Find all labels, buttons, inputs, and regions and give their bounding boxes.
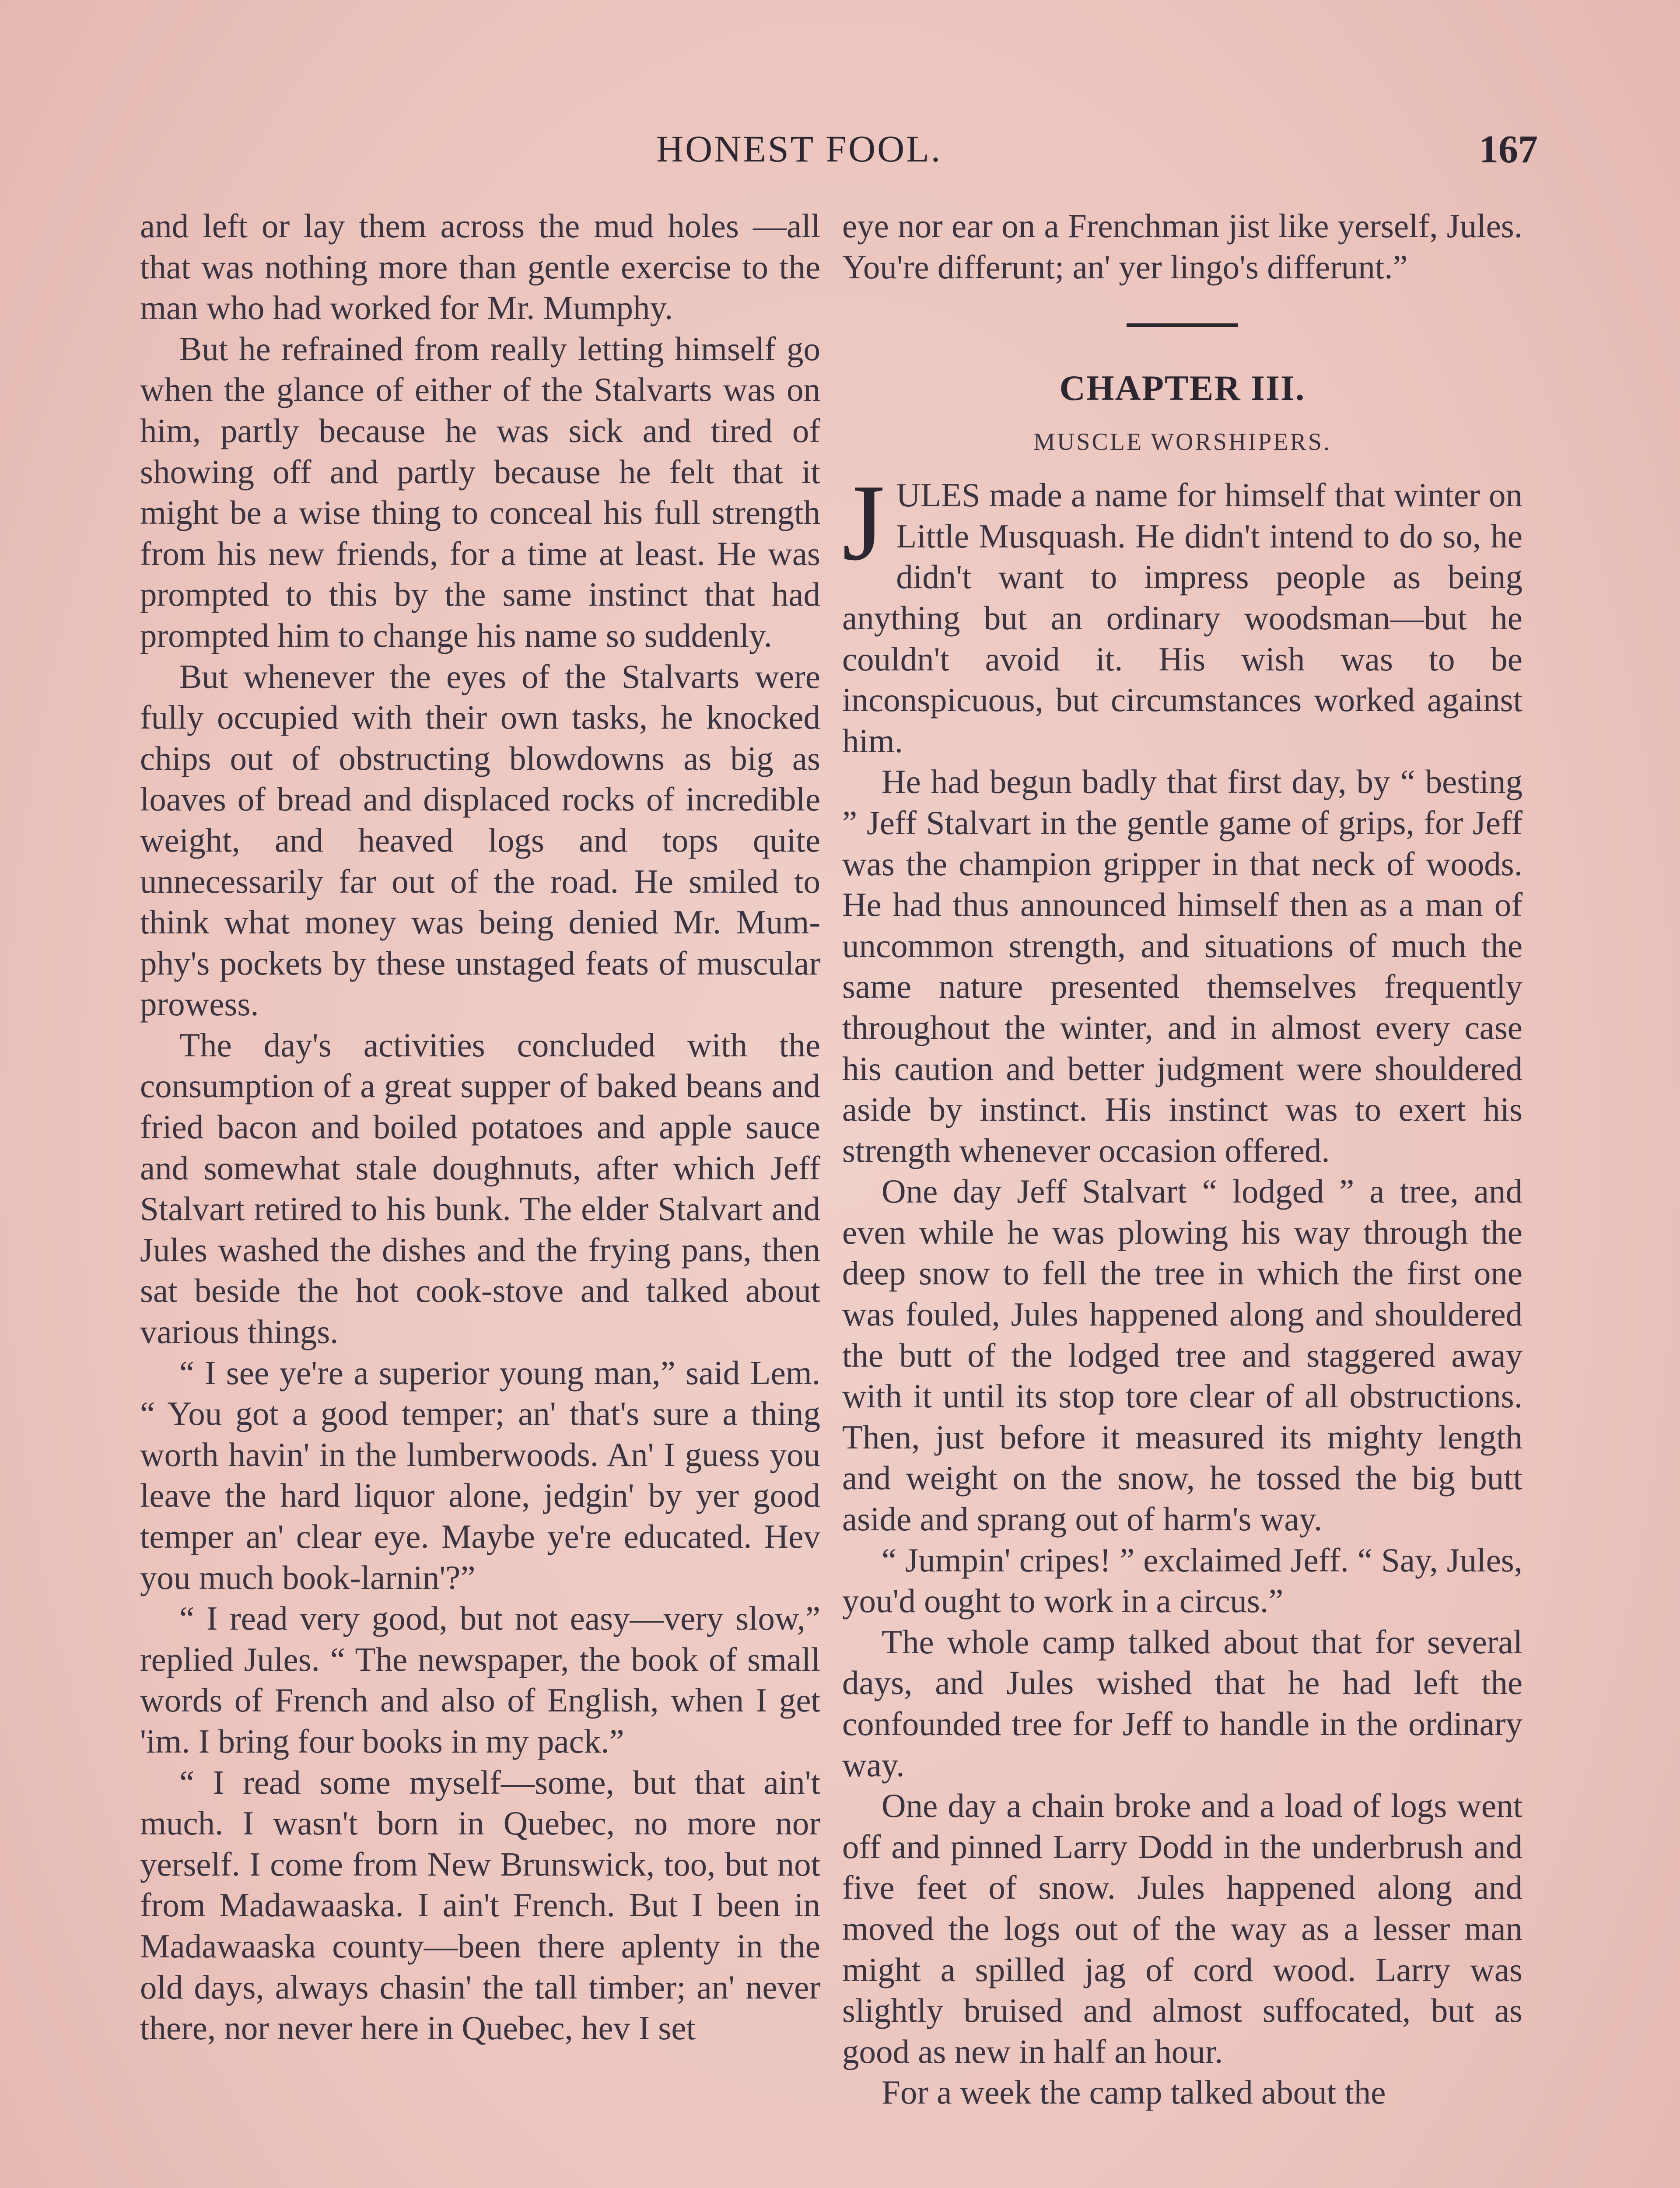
paragraph: “ I read some myself—some, but that ain't much. I wasn't born in Quebec, no more nor yerself. I come from New Brunswick, too, but not from Madawaaska. I ain't French. But I been in Madawaaska county—been there aplenty in the old days, always chasin' the tall timber; an' never there, nor never here in Quebec, hev I set [140,1763,820,2047]
chapter-opening-paragraph [842,462,1522,761]
paragraph: He had begun badly that first day, by “ besting ” Jeff Stalvart in the gentle game of grips, for Jeff was the champion gripper in that neck of woods. He had thus announced himself then as a man of uncommon strength, and situations of much the same nature presented themselves frequently throughout the winter, and in almost every case his caution and better judgment were shouldered aside by instinct. His instinct was to exert his strength whenever occasion offered. [842,763,1522,1169]
paragraph: For a week the camp talked about the [882,2073,1386,2111]
paragraph: But whenever the eyes of the Stalvarts were fully occupied with their own tasks, he knocked chips out of obstructing blowdowns as big as loaves of bread and displaced rocks of incredible weight, and heaved logs and tops quite unnecessarily far out of the road. He smiled to think what money was being denied Mr. Mumphy's pockets by these unstaged feats of muscular prowess. [140,657,820,1023]
right-column [842,206,1522,2113]
drop-cap: J [842,462,885,584]
paragraph: The day's activities concluded with the consumption of a great supper of baked beans and fried bacon and boiled potatoes and apple sauce and somewhat stale doughnuts, after which Jeff Stalvart retired to his bunk. The elder Stalvart and Jules washed the dishes and the frying pans, then sat beside the hot cook-stove and talked about various things. [140,1026,820,1351]
paragraph: The whole camp talked about that for several days, and Jules wished that he had left the confounded tree for Jeff to handle in the ordinary way. [842,1623,1522,1784]
left-column [140,206,820,2049]
paragraph: “ I read very good, but not easy—very slow,” replied Jules. “ The newspaper, the book of small words of French and also of English, when I get 'im. I bring four books in my pack.” [140,1599,820,1760]
paragraph-text: ULES made a name for himself that winter on Little Musquash. He didn't intend to do so, he didn't want to impress people as being anything but an ordinary woodsman—but he couldn't avoid it. His wish was to be inconspicuous, but circumstances worked against him. [842,476,1522,760]
paragraph: One day a chain broke and a load of logs went off and pinned Larry Dodd in the underbrush and five feet of snow. Jules happened along and moved the logs out of the way as a lesser man might a spilled jag of cord wood. Larry was slightly bruised and almost suffocated, but as good as new in half an hour. [842,1787,1522,2070]
paragraph: One day Jeff Stalvart “ lodged ” a tree, and even while he was plowing his way through the deep snow to fell the tree in which the first one was fouled, Jules happened along and shouldered the butt of the lodged tree and staggered away with it until its stop tore clear of all obstructions. Then, just before it measured its mighty length and weight on the snow, he tossed the big butt aside and sprang out of harm's way. [842,1172,1522,1538]
running-head: HONEST FOOL. [656,128,942,170]
paragraph: and left or lay them across the mud holes —all that was nothing more than gentle exercise to the man who had worked for Mr. Mumphy. [140,207,820,327]
section-divider [1127,323,1238,327]
chapter-title: CHAPTER III. [1059,368,1306,408]
paragraph: “ Jumpin' cripes! ” exclaimed Jeff. “ Say, Jules, you'd ought to work in a circus.” [842,1541,1522,1620]
page-number: 167 [1479,128,1538,171]
paragraph: eye nor ear on a Frenchman jist like yerself, Jules. You're differunt; an' yer lingo's differunt.” [842,207,1522,286]
paragraph: “ I see ye're a superior young man,” said Lem. “ You got a good temper; an' that's sure a thing worth havin' in the lumberwoods. An' I guess you leave the hard liquor alone, jedgin' by yer good temper an' clear eye. Maybe ye're educated. Hev you much book-larnin'?” [140,1353,820,1596]
chapter-subtitle: MUSCLE WORSHIPERS. [1033,428,1331,456]
paragraph: But he refrained from really letting himself go when the glance of either of the Stalvarts was on him, partly because he was sick and tired of showing off and partly because he felt that it might be a wise thing to conceal his full strength from his new friends, for a time at least. He was prompted to this by the same instinct that had prompted him to change his name so suddenly. [140,330,820,654]
